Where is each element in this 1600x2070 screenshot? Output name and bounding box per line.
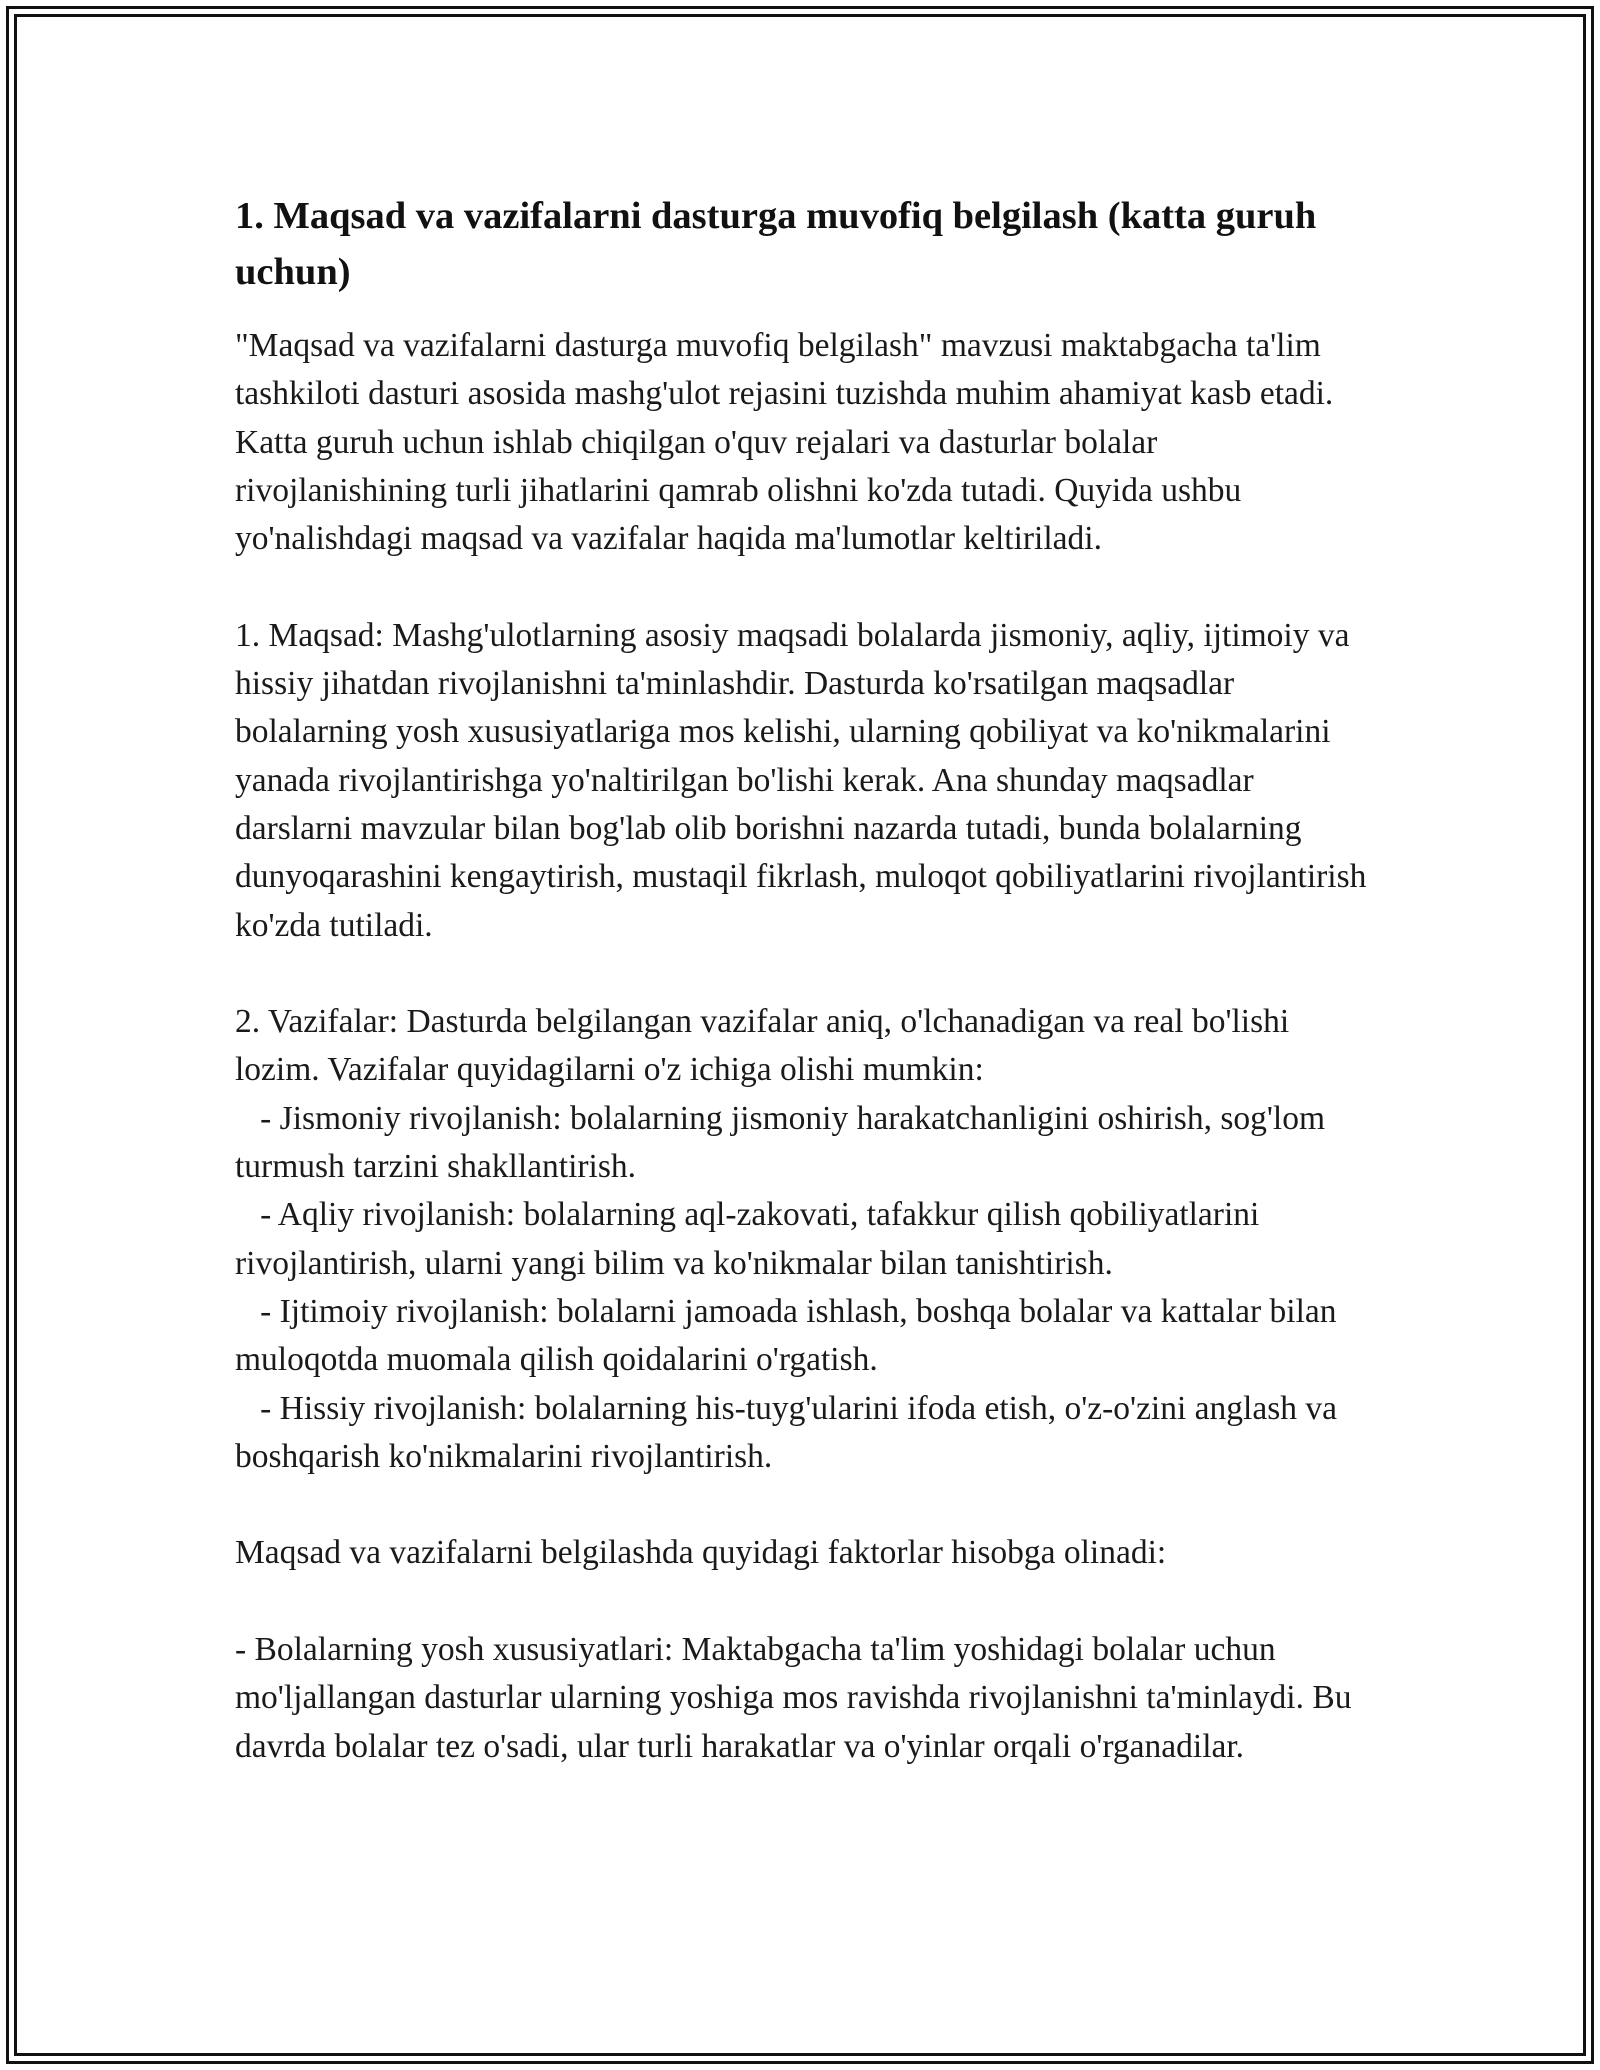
blank-line	[235, 1481, 1375, 1529]
goal-paragraph: 1. Maqsad: Mashg'ulotlarning asosiy maqsadi bolalarda jismoniy, aqliy, ijtimoiy va hissiy jihatdan rivojlanishni ta'minlashdir. Dasturda ko'rsatilgan maqsadlar bolalarning yosh xususiyatlariga mos kelishi, ularning qobiliyat va ko'nikmalarini yanada rivojlantirishga yo'naltirilgan bo'lishi kerak. Ana shunday maqsadlar darslarni mavzular bilan bog'lab olib borishni nazarda tutadi, bunda bolalarning dunyoqarashini kengaytirish, mustaqil fikrlash, muloqot qobiliyatlarini rivojlantirish ko'zda tutiladi.	[235, 616, 1375, 944]
blank-line	[235, 563, 1375, 611]
blank-line	[235, 950, 1375, 998]
age-factor-paragraph: - Bolalarning yosh xususiyatlari: Maktabgacha ta'lim yoshidagi bolalar uchun mo'ljallangan dasturlar ularning yoshiga mos ravishda rivojlanishni ta'minlaydi. Bu davrda bolalar tez o'sadi, ular turli harakatlar va o'yinlar orqali o'rganadilar.	[235, 1631, 1360, 1765]
blank-line	[235, 1578, 1375, 1626]
intro-paragraph: "Maqsad va vazifalarni dasturga muvofiq belgilash" mavzusi maktabgacha ta'lim tashkiloti dasturi asosida mashg'ulot rejasini tuzishda muhim ahamiyat kasb etadi. Katta guruh uchun ishlab chiqilgan o'quv rejalari va dasturlar bolalar rivojlanishining turli jihatlarini qamrab olishni ko'zda tutadi. Quyida ushbu yo'nalishdagi maqsad va vazifalar haqida ma'lumotlar keltiriladi.	[235, 327, 1342, 558]
factors-intro-paragraph: Maqsad va vazifalarni belgilashda quyidagi faktorlar hisobga olinadi:	[235, 1534, 1167, 1572]
tasks-paragraph: 2. Vazifalar: Dasturda belgilangan vazifalar aniq, o'lchanadigan va real bo'lishi lozim. Vazifalar quyidagilarni o'z ichiga olishi mumkin: - Jismoniy rivojlanish: bolalarning jismoniy harakatchanligini oshirish, sog'lom turmush tarzini shakllantirish. - Aqliy rivojlanish: bolalarning aql-zakovati, tafakkur qilish qobiliyatlarini rivojlantirish, ularni yangi bilim va ko'nikmalar bilan tanishtirish. - Ijtimoiy rivojlanish: bolalarni jamoada ishlash, boshqa bolalar va kattalar bilan muloqotda muomala qilish qoidalarini o'rgatish. - Hissiy rivojlanish: bolalarning his-tuyg'ularini ifoda etish, o'z-o'zini anglash va boshqarish ko'nikmalarini rivojlantirish.	[235, 1003, 1337, 1475]
document-title: 1. Maqsad va vazifalarni dasturga muvofiq belgilash (katta guruh uchun)	[235, 195, 1317, 293]
document-body	[235, 188, 1375, 1771]
